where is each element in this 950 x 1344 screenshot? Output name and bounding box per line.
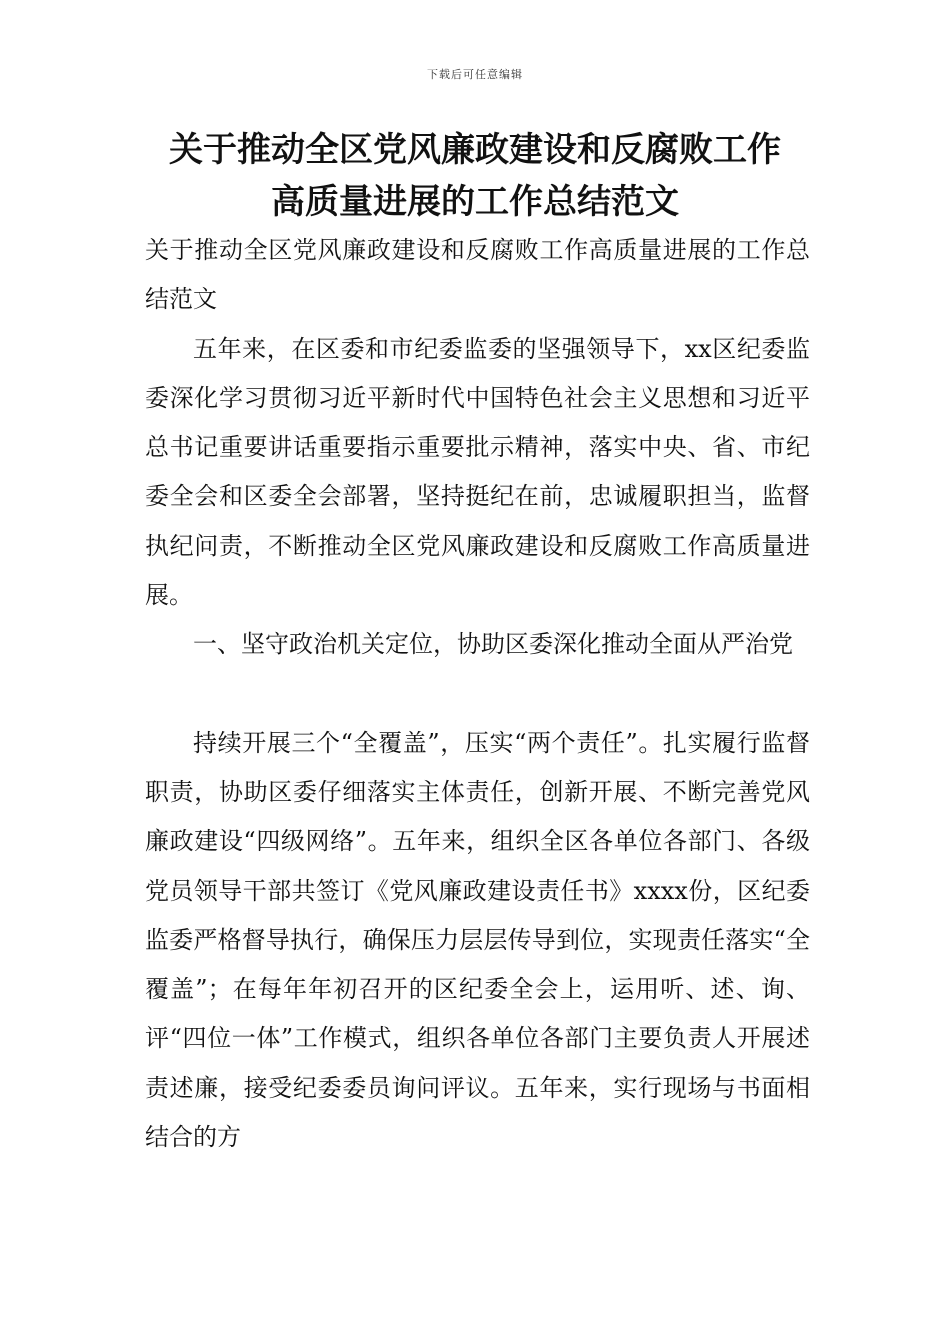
header-note: 下载后可任意编辑 — [427, 68, 523, 81]
section-1-paragraph: 持续开展三个“全覆盖”，压实“两个责任”。扎实履行监督职责，协助区委仔细落实主体责任，创新开展、不断完善党风廉政建设“四级网络”。五年来，组织全区各单位各部门、各级党员领导干部共签订《党风廉政建设责任书》xxxx份，区纪委监委严格督导执行，确保压力层层传导到位，实现责任落实“全覆盖”；在每年年初召开的区纪委全会上，运用听、述、询、评“四位一体”工作模式，组织各单位各部门主要负责人开展述责述廉，接受纪委委员询问评议。五年来，实行现场与书面相结合的方 — [145, 728, 810, 1152]
document-title — [100, 124, 850, 228]
document-title-line-1: 关于推动全区党风廉政建设和反腐败工作 — [169, 130, 781, 170]
paragraph-gap — [145, 670, 810, 719]
document-body — [145, 226, 810, 1162]
document-title-line-2: 高质量进展的工作总结范文 — [271, 182, 679, 222]
intro-paragraph: 五年来，在区委和市纪委监委的坚强领导下，xx区纪委监委深化学习贯彻习近平新时代中国特色社会主义思想和习近平总书记重要讲话重要指示重要批示精神，落实中央、省、市纪委全会和区委全会部署，坚持挺纪在前，忠诚履职担当，监督执纪问责，不断推动全区党风廉政建设和反腐败工作高质量进展。 — [145, 334, 810, 610]
subtitle-paragraph: 关于推动全区党风廉政建设和反腐败工作高质量进展的工作总结范文 — [145, 236, 810, 314]
section-heading-1: 一、坚守政治机关定位，协助区委深化推动全面从严治党 — [193, 630, 793, 659]
